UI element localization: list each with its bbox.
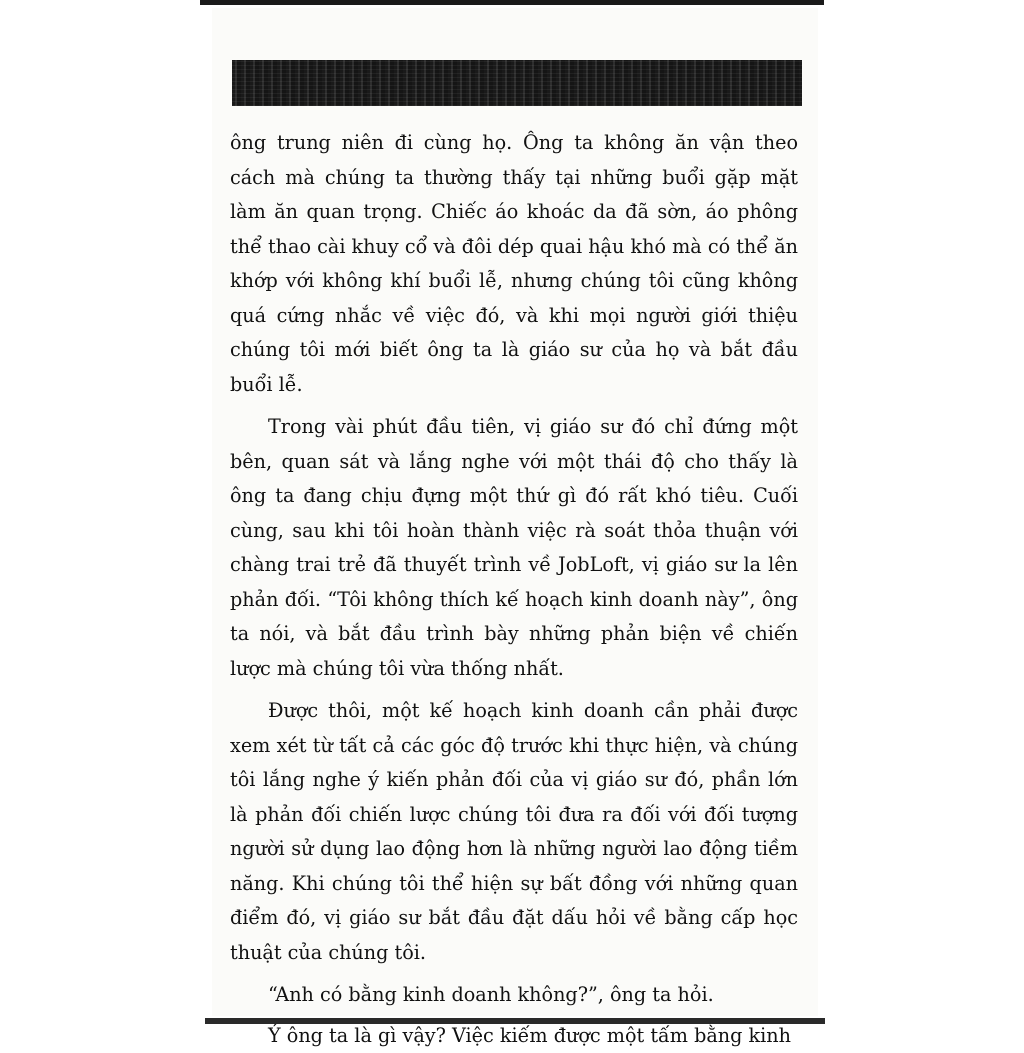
book-page bbox=[212, 8, 818, 1016]
book-edge-bottom bbox=[205, 1018, 825, 1024]
paragraph-5: Ý ông ta là gì vậy? Việc kiếm được một tấm bằng kinh bbox=[230, 1019, 798, 1053]
chapter-header-bar bbox=[232, 60, 802, 106]
paragraph-2: Trong vài phút đầu tiên, vị giáo sư đó chỉ đứng một bên, quan sát và lắng nghe với một thái độ cho thấy là ông ta đang chịu đựng một thứ gì đó rất khó tiêu. Cuối cùng, sau khi tôi hoàn thành việc rà soát thỏa thuận với chàng trai trẻ đã thuyết trình về JobLoft, vị giáo sư la lên phản đối. “Tôi không thích kế hoạch kinh doanh này”, ông ta nói, và bắt đầu trình bày những phản biện về chiến lược mà chúng tôi vừa thống nhất. bbox=[230, 410, 798, 686]
paragraph-1: ông trung niên đi cùng họ. Ông ta không ăn vận theo cách mà chúng ta thường thấy tại những buổi gặp mặt làm ăn quan trọng. Chiếc áo khoác da đã sờn, áo phông thể thao cài khuy cổ và đôi dép quai hậu khó mà có thể ăn khớp với không khí buổi lễ, nhưng chúng tôi cũng không quá cứng nhắc về việc đó, và khi mọi người giới thiệu chúng tôi mới biết ông ta là giáo sư của họ và bắt đầu buổi lễ. bbox=[230, 126, 798, 402]
paragraph-3: Được thôi, một kế hoạch kinh doanh cần phải được xem xét từ tất cả các góc độ trước khi thực hiện, và chúng tôi lắng nghe ý kiến phản đối của vị giáo sư đó, phần lớn là phản đối chiến lược chúng tôi đưa ra đối với đối tượng người sử dụng lao động hơn là những người lao động tiềm năng. Khi chúng tôi thể hiện sự bất đồng với những quan điểm đó, vị giáo sư bắt đầu đặt dấu hỏi về bằng cấp học thuật của chúng tôi. bbox=[230, 694, 798, 970]
book-edge-top bbox=[200, 0, 824, 5]
body-text bbox=[230, 126, 798, 1053]
paragraph-4: “Anh có bằng kinh doanh không?”, ông ta hỏi. bbox=[230, 978, 798, 1013]
